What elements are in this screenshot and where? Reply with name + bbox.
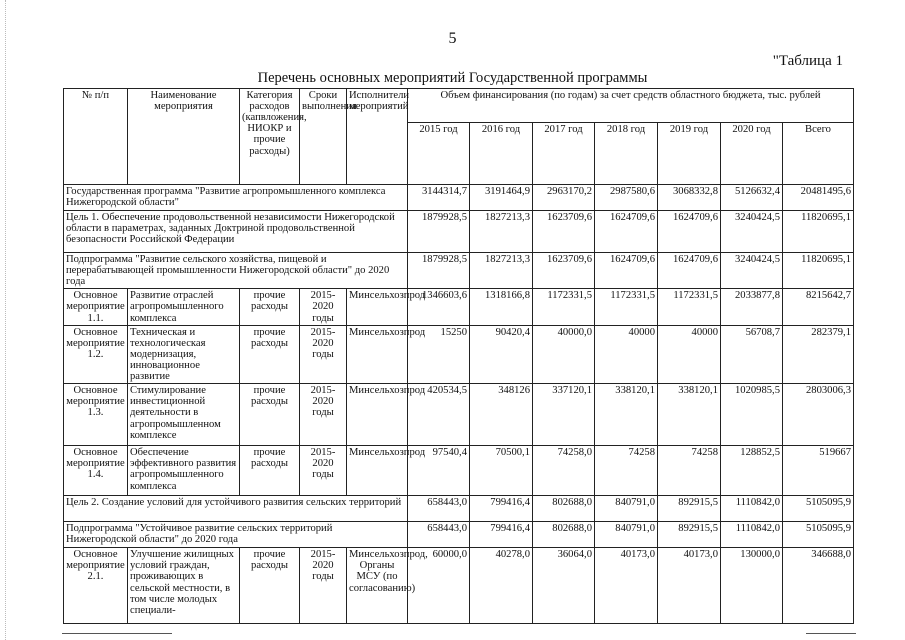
year-value: 799416,4 [470,522,533,548]
year-value: 802688,0 [533,496,595,522]
section-title: Государственная программа "Развитие агропромышленного комплекса Нижегородской области" [64,185,408,211]
year-value: 1624709,6 [658,211,721,253]
year-value: 802688,0 [533,522,595,548]
year-value: 2987580,6 [595,185,658,211]
year-value: 658443,0 [408,496,470,522]
section-title: Подпрограмма "Развитие сельского хозяйства, пищевой и перерабатывающей промышленности Нижегородской области" до 2020 года [64,253,408,289]
total-value: 11820695,1 [783,253,854,289]
measure-terms: 2015-2020 годы [300,325,347,384]
measure-category: прочие расходы [240,325,300,384]
measure-number: Основное мероприятие 1.2. [64,325,128,384]
section-row [64,185,854,211]
year-value: 3068332,8 [658,185,721,211]
measure-name: Улучшение жилищных условий граждан, проживающих в сельской местности, в том числе молодых специали- [128,548,240,624]
year-value: 40278,0 [470,548,533,624]
measure-name: Техническая и технологическая модернизация, инновационное развитие [128,325,240,384]
year-value: 130000,0 [721,548,783,624]
measure-executor: Минсельхозпрод [347,446,408,496]
year-value: 840791,0 [595,496,658,522]
year-value: 1172331,5 [533,289,595,325]
year-value: 338120,1 [658,384,721,446]
year-value: 40000 [595,325,658,384]
year-value: 56708,7 [721,325,783,384]
measure-number: Основное мероприятие 1.1. [64,289,128,325]
table-caption: Перечень основных мероприятий Государственной программы [257,70,648,86]
year-value: 2963170,2 [533,185,595,211]
section-title: Подпрограмма "Устойчивое развитие сельских территорий Нижегородской области" до 2020 года [64,522,408,548]
total-value: 346688,0 [783,548,854,624]
section-title: Цель 2. Создание условий для устойчивого развития сельских территорий [64,496,408,522]
header-name: Наименование мероприятия [128,89,240,185]
measure-executor: Минсельхозпрод [347,384,408,446]
measure-executor: Минсельхозпрод [347,325,408,384]
header-executors: Исполнители мероприятий [347,89,408,185]
year-value: 1623709,6 [533,211,595,253]
measure-category: прочие расходы [240,289,300,325]
year-value: 3240424,5 [721,211,783,253]
year-value: 1879928,5 [408,211,470,253]
year-value: 1624709,6 [595,211,658,253]
scan-edge [0,0,6,640]
header-category: Категория расходов (капвложения, НИОКР и прочие расходы) [240,89,300,185]
table-reference: "Таблица 1 [772,53,843,69]
total-value: 5105095,9 [783,522,854,548]
measure-executor: Минсельхозпрод [347,289,408,325]
footer-rule [806,633,856,634]
year-value: 40173,0 [595,548,658,624]
measure-name: Обеспечение эффективного развития агропромышленного комплекса [128,446,240,496]
header-financing: Объем финансирования (по годам) за счет средств областного бюджета, тыс. рублей [408,89,854,123]
year-value: 1624709,6 [658,253,721,289]
measure-terms: 2015-2020 годы [300,446,347,496]
year-value: 1172331,5 [658,289,721,325]
total-value: 2803006,3 [783,384,854,446]
year-value: 1827213,3 [470,253,533,289]
year-value: 5126632,4 [721,185,783,211]
year-value: 1318166,8 [470,289,533,325]
total-value: 282379,1 [783,325,854,384]
year-value: 40000 [658,325,721,384]
year-value: 40000,0 [533,325,595,384]
year-value: 1623709,6 [533,253,595,289]
year-value: 338120,1 [595,384,658,446]
header-year: 2018 год [595,123,658,185]
year-value: 70500,1 [470,446,533,496]
year-value: 1020985,5 [721,384,783,446]
year-value: 658443,0 [408,522,470,548]
page-number: 5 [448,30,457,47]
total-value: 519667 [783,446,854,496]
year-value: 2033877,8 [721,289,783,325]
header-year: 2015 год [408,123,470,185]
measure-name: Развитие отраслей агропромышленного комплекса [128,289,240,325]
table-row [64,446,854,496]
measure-number: Основное мероприятие 1.3. [64,384,128,446]
total-value: 20481495,6 [783,185,854,211]
table-row [64,289,854,325]
year-value: 1110842,0 [721,522,783,548]
section-row [64,496,854,522]
header-num: № п/п [64,89,128,185]
header-year: 2020 год [721,123,783,185]
table-row [64,548,854,624]
measure-number: Основное мероприятие 2.1. [64,548,128,624]
header-terms: Сроки выполнения [300,89,347,185]
section-row [64,253,854,289]
year-value: 90420,4 [470,325,533,384]
year-value: 1172331,5 [595,289,658,325]
measure-terms: 2015-2020 годы [300,384,347,446]
measure-category: прочие расходы [240,548,300,624]
year-value: 97540,4 [408,446,470,496]
year-value: 128852,5 [721,446,783,496]
year-value: 1346603,6 [408,289,470,325]
header-year: 2016 год [470,123,533,185]
year-value: 3191464,9 [470,185,533,211]
year-value: 1827213,3 [470,211,533,253]
year-value: 420534,5 [408,384,470,446]
section-row [64,522,854,548]
total-value: 8215642,7 [783,289,854,325]
measure-terms: 2015-2020 годы [300,289,347,325]
year-value: 15250 [408,325,470,384]
year-value: 1110842,0 [721,496,783,522]
measure-terms: 2015-2020 годы [300,548,347,624]
year-value: 3144314,7 [408,185,470,211]
year-value: 40173,0 [658,548,721,624]
year-value: 840791,0 [595,522,658,548]
total-value: 11820695,1 [783,211,854,253]
year-value: 3240424,5 [721,253,783,289]
measures-table [63,88,854,624]
section-row [64,211,854,253]
year-value: 892915,5 [658,522,721,548]
year-value: 74258,0 [533,446,595,496]
measure-number: Основное мероприятие 1.4. [64,446,128,496]
table-row [64,384,854,446]
year-value: 74258 [595,446,658,496]
year-value: 74258 [658,446,721,496]
measure-executor: Минсельхозпрод, Органы МСУ (по согласованию) [347,548,408,624]
year-value: 1624709,6 [595,253,658,289]
header-total: Всего [783,123,854,185]
total-value: 5105095,9 [783,496,854,522]
year-value: 337120,1 [533,384,595,446]
header-year: 2019 год [658,123,721,185]
footer-rule [62,633,172,634]
section-title: Цель 1. Обеспечение продовольственной независимости Нижегородской области в параметрах, заданных Доктриной продовольственной безопасности Российской Федерации [64,211,408,253]
header-year: 2017 год [533,123,595,185]
measure-category: прочие расходы [240,446,300,496]
table-row [64,325,854,384]
measure-name: Стимулирование инвестиционной деятельности в агропромышленном комплексе [128,384,240,446]
year-value: 892915,5 [658,496,721,522]
measure-category: прочие расходы [240,384,300,446]
year-value: 1879928,5 [408,253,470,289]
year-value: 36064,0 [533,548,595,624]
year-value: 348126 [470,384,533,446]
year-value: 60000,0 [408,548,470,624]
year-value: 799416,4 [470,496,533,522]
